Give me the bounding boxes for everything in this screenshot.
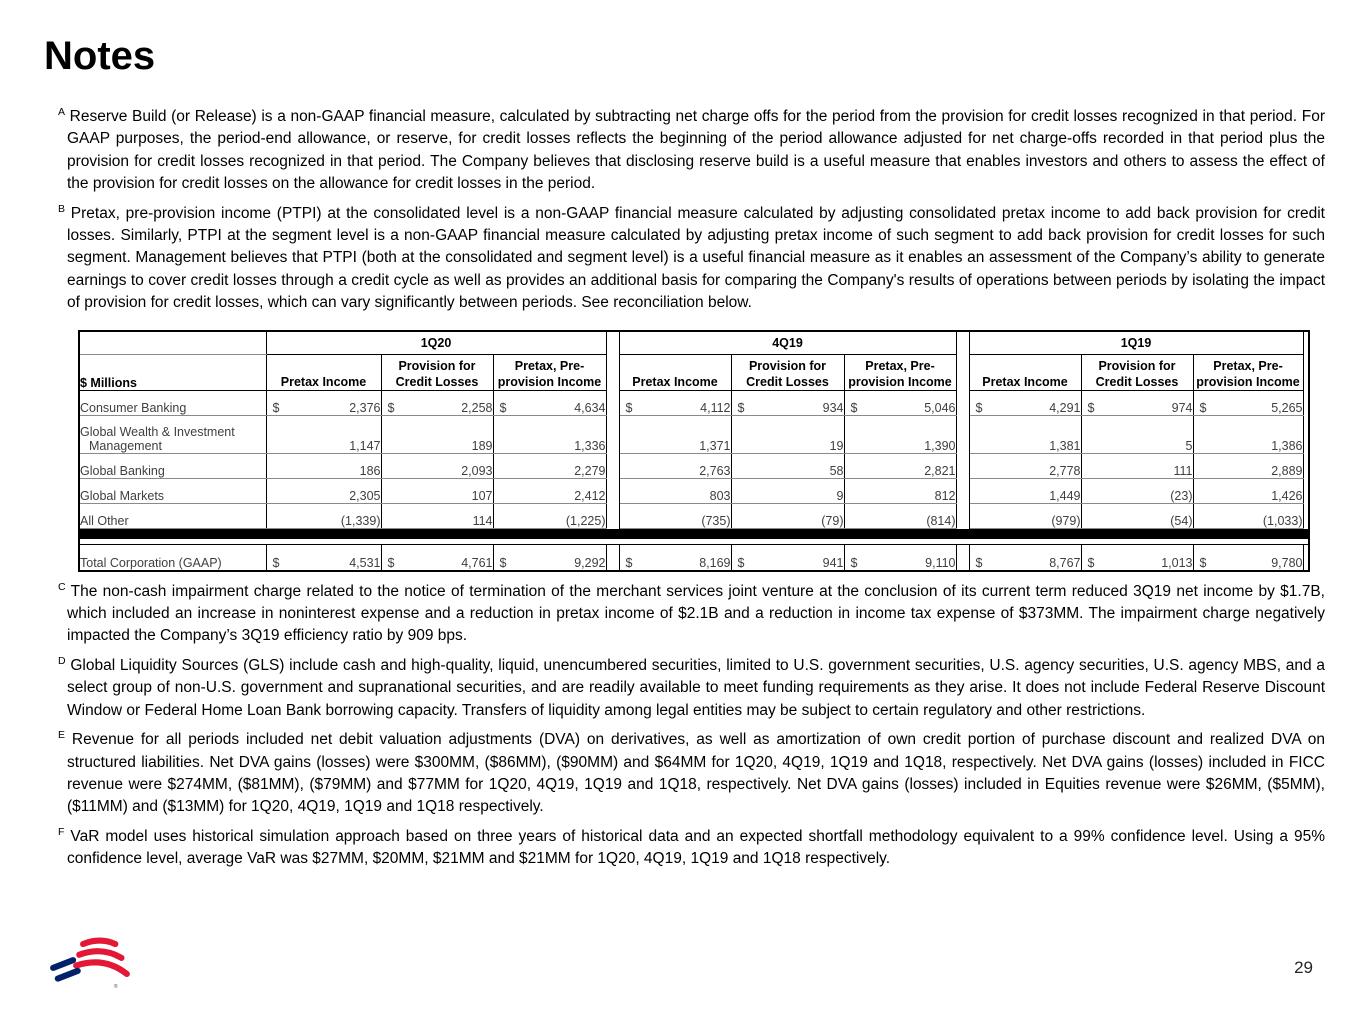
footnote-d	[58, 654, 1325, 722]
table-separator	[79, 529, 1309, 539]
currency-symbol: $	[272, 401, 280, 416]
footnote-e-letter: E	[58, 728, 66, 741]
footnote-f	[58, 825, 1325, 871]
table-row-global-banking	[79, 454, 1309, 479]
table-edge-cell	[1303, 504, 1309, 529]
table-cell: 1,390	[844, 416, 956, 454]
column-header-line: Credit Losses	[1095, 374, 1179, 389]
currency-symbol: $	[1087, 401, 1095, 416]
table-cell: 114	[381, 504, 493, 529]
footnote-c-letter: C	[58, 580, 66, 593]
table-cell: 1,449	[969, 479, 1081, 504]
table-cell: 58	[731, 454, 844, 479]
cell-value: 1,013	[1161, 555, 1193, 570]
column-header-pretax-income: Pretax Income	[266, 355, 381, 391]
unit-label: $ Millions	[79, 355, 266, 391]
table-row-gwim	[79, 416, 1309, 454]
group-divider	[956, 504, 969, 529]
table-cell: 812	[844, 479, 956, 504]
table-cell: 2,821	[844, 454, 956, 479]
table-edge-cell	[1303, 355, 1309, 391]
table-cell: 2,778	[969, 454, 1081, 479]
group-divider	[606, 416, 619, 454]
table-row-global-markets	[79, 479, 1309, 504]
row-label: All Other	[79, 504, 266, 529]
table-cell	[266, 545, 381, 571]
table-cell: 2,889	[1193, 454, 1303, 479]
currency-symbol: $	[625, 555, 633, 570]
cell-value: 974	[1171, 401, 1193, 416]
table-cell: 2,279	[493, 454, 606, 479]
cell-value: 4,112	[700, 401, 731, 416]
cell-value: 941	[822, 555, 844, 570]
table-cell	[1193, 391, 1303, 416]
logo-registered-mark: ®	[113, 983, 118, 990]
period-header-4q19: 4Q19	[619, 331, 956, 355]
table-row-all-other	[79, 504, 1309, 529]
currency-symbol: $	[975, 401, 983, 416]
table-row-total-corporation	[79, 545, 1309, 571]
table-cell: (54)	[1081, 504, 1193, 529]
table-edge-cell	[1303, 454, 1309, 479]
table-cell	[493, 391, 606, 416]
table-cell	[381, 391, 493, 416]
table-cell: (1,225)	[493, 504, 606, 529]
group-divider	[956, 454, 969, 479]
currency-symbol: $	[1199, 401, 1207, 416]
table-cell: (735)	[619, 504, 731, 529]
row-label-line: Global Wealth & Investment	[80, 425, 235, 440]
currency-symbol: $	[499, 555, 507, 570]
group-divider	[956, 391, 969, 416]
table-cell	[844, 391, 956, 416]
column-header-line: Pretax, Pre-	[1213, 358, 1283, 373]
table-edge-cell	[1303, 416, 1309, 454]
logo-stripe-blue	[53, 960, 73, 968]
table-cell: (1,339)	[266, 504, 381, 529]
currency-symbol: $	[387, 555, 395, 570]
table-cell: 1,386	[1193, 416, 1303, 454]
column-header-provision	[381, 355, 493, 391]
footnote-f-letter: F	[58, 825, 65, 838]
reconciliation-table	[78, 330, 1310, 572]
table-cell: 2,763	[619, 454, 731, 479]
table-edge-cell	[1303, 479, 1309, 504]
table-edge-cell	[1303, 391, 1309, 416]
table-cell: 107	[381, 479, 493, 504]
column-header-ptpi	[493, 355, 606, 391]
currency-symbol: $	[737, 401, 745, 416]
table-cell: 1,147	[266, 416, 381, 454]
column-header-line: Provision for	[1098, 358, 1176, 373]
column-header-pretax-income: Pretax Income	[969, 355, 1081, 391]
group-divider	[956, 331, 969, 355]
table-cell: 9	[731, 479, 844, 504]
footnote-e-text: Revenue for all periods included net debit valuation adjustments (DVA) on derivatives, as well as amortization of own credit portion of purchase discount and realized DVA on structured liabilities. Net DVA gains (losses) were $300MM, ($86MM), ($90MM) and $64MM for 1Q20, 4Q19, 1Q19 and 1Q18, respectively. Net DVA gains (losses) included in FICC revenue were $274MM, ($81MM), ($79MM) and $77MM for 1Q20, 4Q19, 1Q19 and 1Q18, respectively. Net DVA gains (losses) included in Equities revenue were $26MM, ($5MM), ($11MM) and ($13MM) for 1Q20, 4Q19, 1Q19 and 1Q18 respectively.	[67, 731, 1326, 816]
logo-stripe-red	[79, 951, 121, 958]
table-row-consumer-banking	[79, 391, 1309, 416]
footnote-c-text: The non-cash impairment charge related to the notice of termination of the merchant services joint venture at the conclusion of its current term reduced 3Q19 net income by $1.7B, which included an increase in noninterest expense and a reduction in pretax income of $2.1B and a reduction in income tax expense of $373MM. The impairment charge negatively impacted the Company’s 3Q19 efficiency ratio by 909 bps.	[67, 582, 1325, 645]
row-label: Global Banking	[79, 454, 266, 479]
table-cell	[731, 545, 844, 571]
table-edge-cell	[1303, 545, 1309, 571]
table-cell	[1081, 545, 1193, 571]
table-cell: (79)	[731, 504, 844, 529]
cell-value: 4,291	[1049, 401, 1081, 416]
currency-symbol: $	[272, 555, 280, 570]
cell-value: 4,761	[461, 555, 493, 570]
row-label: Global Markets	[79, 479, 266, 504]
footnote-b-letter: B	[58, 202, 66, 215]
column-header-line: provision Income	[497, 374, 602, 389]
currency-symbol: $	[850, 401, 858, 416]
currency-symbol: $	[1087, 555, 1095, 570]
footnotes-bottom	[58, 580, 1326, 871]
group-divider	[956, 545, 969, 571]
column-header-ptpi	[844, 355, 956, 391]
table-cell	[493, 545, 606, 571]
footnote-a-text: Reserve Build (or Release) is a non-GAAP financial measure, calculated by subtracting net charge offs for the period from the provision for credit losses recognized in that period. For GAAP purposes, the period-end allowance, or reserve, for credit losses reflects the beginning of the period allowance adjusted for net charge-offs recorded in that period plus the provision for credit losses recognized in that period. The Company believes that disclosing reserve build is a useful measure that enables investors and others to assess the effect of the provision for credit losses on the allowance for credit losses in the period.	[67, 108, 1325, 193]
table-header-row	[79, 355, 1309, 391]
group-divider	[606, 545, 619, 571]
table-cell	[381, 545, 493, 571]
page-title: Notes	[44, 34, 156, 78]
table-cell: 1,371	[619, 416, 731, 454]
row-label-line: Management	[89, 439, 162, 454]
table-cell: 2,093	[381, 454, 493, 479]
table-cell: 5	[1081, 416, 1193, 454]
table-cell	[969, 545, 1081, 571]
footnotes-top	[58, 105, 1325, 315]
table-cell: 803	[619, 479, 731, 504]
page-number: 29	[1294, 958, 1313, 977]
column-header-provision	[731, 355, 844, 391]
table-cell: 19	[731, 416, 844, 454]
currency-symbol: $	[387, 401, 395, 416]
cell-value: 9,110	[925, 555, 956, 570]
table-cell: 1,426	[1193, 479, 1303, 504]
group-divider	[956, 416, 969, 454]
group-divider	[606, 331, 619, 355]
period-header-1q20: 1Q20	[266, 331, 606, 355]
currency-symbol: $	[737, 555, 745, 570]
row-label: Total Corporation (GAAP)	[79, 545, 266, 571]
currency-symbol: $	[850, 555, 858, 570]
table-cell	[969, 391, 1081, 416]
cell-value: 4,634	[574, 401, 606, 416]
cell-value: 2,258	[461, 401, 493, 416]
column-header-provision	[1081, 355, 1193, 391]
cell-value: 5,265	[1271, 401, 1303, 416]
table-cell	[1081, 391, 1193, 416]
column-header-line: Credit Losses	[746, 374, 829, 389]
footnote-a-letter: A	[58, 105, 66, 118]
table-cell	[1193, 545, 1303, 571]
table-cell: 189	[381, 416, 493, 454]
footnote-b-text: Pretax, pre-provision income (PTPI) at the consolidated level is a non-GAAP financial measure calculated by adjusting consolidated pretax income to add back provision for credit losses. Similarly, PTPI at the segment level is a non-GAAP financial measure calculated by adjusting pretax income of such segment to add back provision for credit losses for such segment. Management believes that PTPI (both at the consolidated and segment level) is a useful financial measure as it enables an assessment of the Company’s ability to generate earnings to cover credit losses through a credit cycle as well as provides an additional basis for comparing the Company's results of operations between periods by isolating the impact of provision for credit losses, which can vary significantly between periods. See reconciliation below.	[67, 204, 1325, 312]
group-divider	[606, 479, 619, 504]
table-cell: 1,381	[969, 416, 1081, 454]
cell-value: 8,767	[1049, 555, 1081, 570]
column-header-line: Provision for	[398, 358, 476, 373]
table-cell	[266, 391, 381, 416]
currency-symbol: $	[1199, 555, 1207, 570]
footnote-c	[58, 580, 1325, 648]
footnote-d-text: Global Liquidity Sources (GLS) include cash and high-quality, liquid, unencumbered securities, limited to U.S. government securities, U.S. agency securities, U.S. agency MBS, and a select group of non-U.S. government and supranational securities, and are readily available to meet funding requirements as they arise. It does not include Federal Reserve Discount Window or Federal Home Loan Bank borrowing capacity. Transfers of liquidity among legal entities may be subject to certain regulatory and other restrictions.	[67, 656, 1325, 719]
table-cell	[844, 545, 956, 571]
column-header-line: provision Income	[1196, 374, 1300, 389]
column-header-pretax-income: Pretax Income	[619, 355, 731, 391]
table-edge-cell	[1303, 331, 1309, 355]
footnote-f-text: VaR model uses historical simulation approach based on three years of historical data and an expected shortfall methodology equivalent to a 99% confidence level. Using a 95% confidence level, average VaR was $27MM, $20MM, $21MM and $21MM for 1Q20, 4Q19, 1Q19 and 1Q18 respectively.	[67, 827, 1325, 868]
column-header-line: Pretax, Pre-	[514, 358, 585, 373]
group-divider	[606, 355, 619, 391]
group-divider	[606, 454, 619, 479]
table-cell: (23)	[1081, 479, 1193, 504]
column-header-line: provision Income	[848, 374, 952, 389]
footnote-e	[58, 728, 1326, 819]
row-label: Consumer Banking	[79, 391, 266, 416]
table-cell	[619, 391, 731, 416]
footnote-d-letter: D	[58, 654, 66, 667]
column-header-line: Credit Losses	[395, 374, 479, 389]
cell-value: 8,169	[699, 555, 731, 570]
cell-value: 934	[822, 401, 844, 416]
logo-stripe-blue	[58, 971, 78, 979]
group-divider	[956, 355, 969, 391]
group-divider	[606, 391, 619, 416]
logo-stripe-red	[76, 962, 127, 974]
table-period-row	[79, 331, 1309, 355]
table-cell: 111	[1081, 454, 1193, 479]
table-cell: (1,033)	[1193, 504, 1303, 529]
cell-value: 2,376	[349, 401, 381, 416]
table-cell: 1,336	[493, 416, 606, 454]
table-cell: 186	[266, 454, 381, 479]
cell-value: 5,046	[924, 401, 956, 416]
table-cell: (814)	[844, 504, 956, 529]
footnote-a	[58, 105, 1325, 196]
table-separator-bar	[79, 529, 1309, 539]
period-header-1q19: 1Q19	[969, 331, 1303, 355]
cell-value: 9,292	[574, 555, 606, 570]
table-cell	[619, 545, 731, 571]
table-cell	[731, 391, 844, 416]
row-label	[79, 416, 266, 454]
cell-value: 4,531	[349, 555, 381, 570]
table-cell: 2,412	[493, 479, 606, 504]
group-divider	[956, 479, 969, 504]
column-header-ptpi	[1193, 355, 1303, 391]
currency-symbol: $	[625, 401, 633, 416]
group-divider	[606, 504, 619, 529]
table-corner-cell	[79, 331, 266, 355]
table-cell: 2,305	[266, 479, 381, 504]
column-header-line: Provision for	[748, 358, 827, 373]
currency-symbol: $	[499, 401, 507, 416]
cell-value: 9,780	[1271, 555, 1303, 570]
logo-stripe-red	[83, 941, 115, 944]
bank-of-america-logo	[40, 931, 140, 1002]
column-header-line: Pretax, Pre-	[865, 358, 935, 373]
footnote-b	[58, 202, 1325, 315]
currency-symbol: $	[975, 555, 983, 570]
table-cell: (979)	[969, 504, 1081, 529]
